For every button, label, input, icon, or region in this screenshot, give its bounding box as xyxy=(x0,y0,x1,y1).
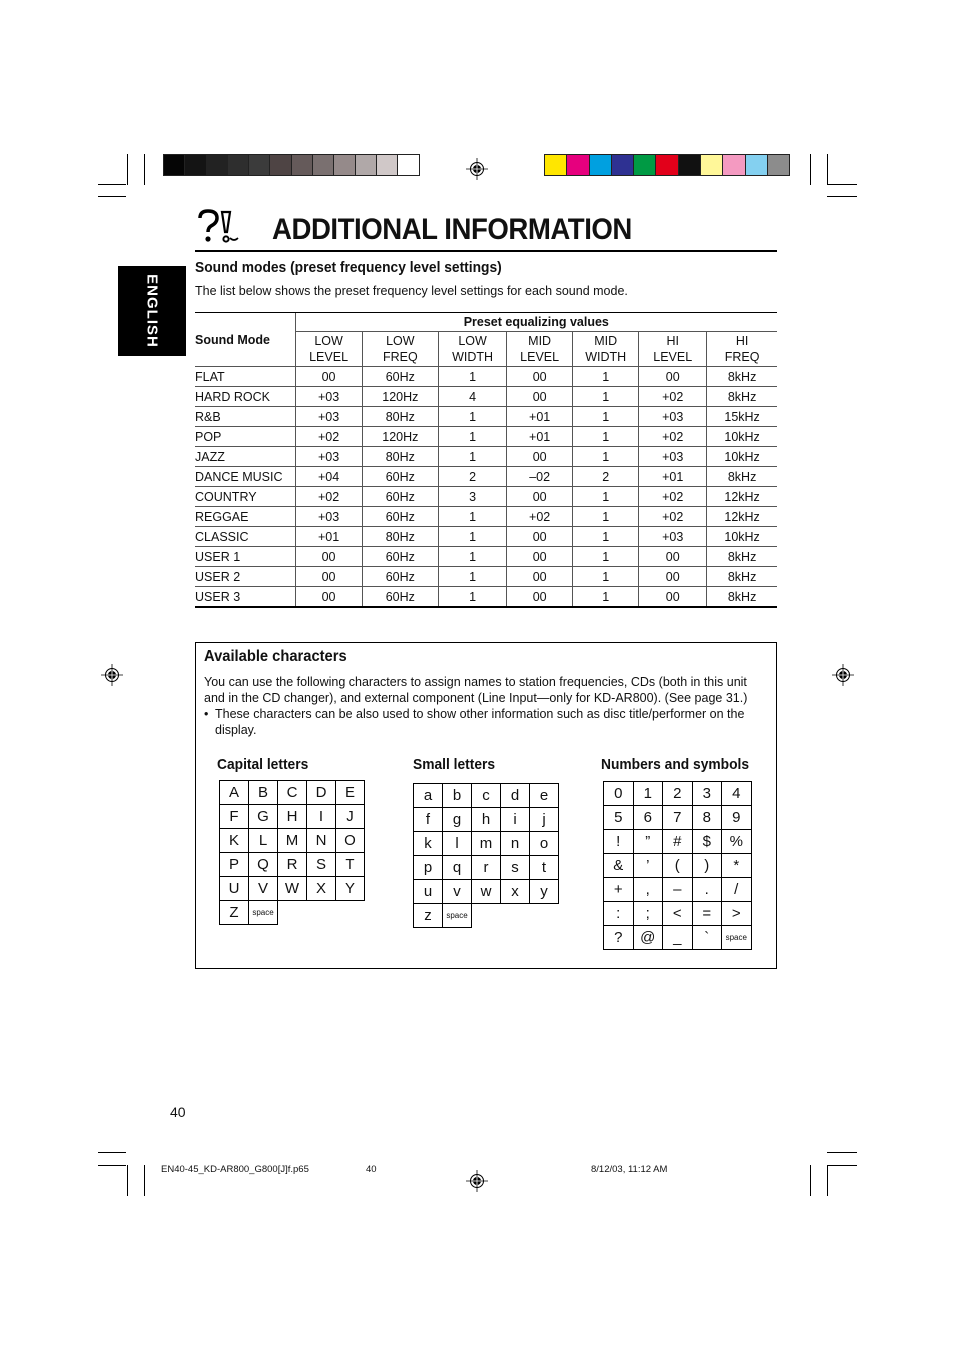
grid-row xyxy=(604,806,752,830)
character-cell: A xyxy=(220,781,249,805)
table-cell: 1 xyxy=(439,427,507,447)
character-cell: x xyxy=(501,880,530,904)
grid-row xyxy=(220,781,365,805)
table-cell: 1 xyxy=(439,367,507,387)
table-row xyxy=(195,387,777,407)
color-swatch xyxy=(678,154,701,176)
table-cell: 00 xyxy=(507,527,573,547)
table-cell: 4 xyxy=(439,387,507,407)
table-cell: 60Hz xyxy=(362,367,439,387)
column-header: MID LEVEL xyxy=(507,332,573,367)
character-cell: ( xyxy=(663,854,693,878)
table-cell: +02 xyxy=(507,507,573,527)
table-cell: 80Hz xyxy=(362,447,439,467)
small-letters-grid xyxy=(413,783,559,928)
character-cell: 5 xyxy=(604,806,634,830)
grid-row xyxy=(414,808,559,832)
language-tab xyxy=(118,266,186,356)
grid-row xyxy=(414,880,559,904)
table-cell: 60Hz xyxy=(362,587,439,608)
empty-cell xyxy=(501,904,530,928)
column-header-line: WIDTH xyxy=(452,350,494,364)
color-swatch xyxy=(376,154,398,176)
table-row xyxy=(195,547,777,567)
character-cell: g xyxy=(443,808,472,832)
character-cell: O xyxy=(336,829,365,853)
color-swatch xyxy=(633,154,656,176)
table-cell: 60Hz xyxy=(362,487,439,507)
grid-row xyxy=(220,901,365,925)
empty-cell xyxy=(336,901,365,925)
character-cell: & xyxy=(604,854,634,878)
sound-mode-name: JAZZ xyxy=(195,447,295,467)
character-cell: F xyxy=(220,805,249,829)
table-cell: 80Hz xyxy=(362,527,439,547)
character-cell: c xyxy=(472,784,501,808)
grid-row xyxy=(604,854,752,878)
table-cell: 00 xyxy=(507,447,573,467)
color-bar xyxy=(544,154,789,176)
grid-row xyxy=(414,784,559,808)
registration-mark-icon xyxy=(466,1170,488,1192)
column-header: HI LEVEL xyxy=(639,332,707,367)
character-cell: w xyxy=(472,880,501,904)
column-header: LOW FREQ xyxy=(362,332,439,367)
empty-cell xyxy=(472,904,501,928)
table-cell: 00 xyxy=(639,567,707,587)
character-cell: 9 xyxy=(722,806,752,830)
character-cell: ; xyxy=(633,902,663,926)
table-cell: 15kHz xyxy=(707,407,777,427)
table-row xyxy=(195,447,777,467)
table-cell: 00 xyxy=(295,567,362,587)
character-cell: ’ xyxy=(633,854,663,878)
color-swatch xyxy=(611,154,634,176)
character-cell: J xyxy=(336,805,365,829)
color-swatch xyxy=(227,154,249,176)
color-swatch xyxy=(163,154,185,176)
character-cell: 2 xyxy=(663,782,693,806)
color-swatch xyxy=(397,154,419,176)
character-cell: U xyxy=(220,877,249,901)
column-header: MID WIDTH xyxy=(573,332,639,367)
table-cell: 8kHz xyxy=(707,387,777,407)
character-cell: s xyxy=(501,856,530,880)
color-swatch xyxy=(248,154,270,176)
empty-cell xyxy=(307,901,336,925)
character-cell: E xyxy=(336,781,365,805)
footer-file: EN40-45_KD-AR800_G800[J]f.p65 xyxy=(161,1164,309,1175)
grid-row xyxy=(604,878,752,902)
grid-row xyxy=(604,926,752,950)
table-cell: 1 xyxy=(573,527,639,547)
preset-eq-table xyxy=(195,312,777,608)
table-cell: +02 xyxy=(295,487,362,507)
table-cell: 1 xyxy=(439,567,507,587)
table-cell: 1 xyxy=(573,547,639,567)
table-cell: 1 xyxy=(573,507,639,527)
table-cell: 2 xyxy=(439,467,507,487)
color-swatch xyxy=(544,154,567,176)
table-cell: 00 xyxy=(507,387,573,407)
table-cell: 8kHz xyxy=(707,467,777,487)
table-cell: 10kHz xyxy=(707,427,777,447)
sound-mode-name: DANCE MUSIC xyxy=(195,467,295,487)
grid-row xyxy=(604,830,752,854)
color-swatch xyxy=(184,154,206,176)
character-cell: f xyxy=(414,808,443,832)
character-cell: ” xyxy=(633,830,663,854)
character-cell: 8 xyxy=(692,806,722,830)
table-cell: 00 xyxy=(639,587,707,608)
grid-row xyxy=(414,832,559,856)
table-cell: +02 xyxy=(639,427,707,447)
character-cell: a xyxy=(414,784,443,808)
table-row xyxy=(195,407,777,427)
character-cell: R xyxy=(278,853,307,877)
character-cell: space xyxy=(443,904,472,928)
sound-mode-name: CLASSIC xyxy=(195,527,295,547)
table-cell: 1 xyxy=(439,587,507,608)
color-swatch xyxy=(655,154,678,176)
character-cell: # xyxy=(663,830,693,854)
color-swatch xyxy=(767,154,790,176)
table-cell: +03 xyxy=(639,407,707,427)
character-cell: @ xyxy=(633,926,663,950)
sound-mode-name: REGGAE xyxy=(195,507,295,527)
character-cell: _ xyxy=(663,926,693,950)
character-cell: . xyxy=(692,878,722,902)
character-cell: e xyxy=(530,784,559,808)
color-swatch xyxy=(333,154,355,176)
character-cell: i xyxy=(501,808,530,832)
table-row xyxy=(195,487,777,507)
character-cell: L xyxy=(249,829,278,853)
character-cell: I xyxy=(307,805,336,829)
column-header: HI FREQ xyxy=(707,332,777,367)
character-cell: ) xyxy=(692,854,722,878)
character-cell: 7 xyxy=(663,806,693,830)
column-header: LOW WIDTH xyxy=(439,332,507,367)
sound-mode-header: Sound Mode xyxy=(195,313,295,367)
numbers-symbols-heading: Numbers and symbols xyxy=(601,756,750,773)
table-cell: 1 xyxy=(573,427,639,447)
character-cell: : xyxy=(604,902,634,926)
table-cell: 1 xyxy=(439,547,507,567)
table-cell: +03 xyxy=(639,527,707,547)
table-cell: 00 xyxy=(507,487,573,507)
color-swatch xyxy=(206,154,228,176)
table-row xyxy=(195,507,777,527)
character-cell: 3 xyxy=(692,782,722,806)
table-cell: 12kHz xyxy=(707,487,777,507)
table-cell: 1 xyxy=(573,567,639,587)
empty-cell xyxy=(278,901,307,925)
table-cell: +03 xyxy=(295,447,362,467)
available-characters-bullet: These characters can be also used to show other information such as disc title/performer on the display. xyxy=(215,707,745,737)
table-cell: +01 xyxy=(295,527,362,547)
table-cell: +02 xyxy=(639,507,707,527)
registration-mark-icon xyxy=(832,664,854,686)
character-cell: > xyxy=(722,902,752,926)
title-rule xyxy=(195,250,777,252)
character-cell: B xyxy=(249,781,278,805)
character-cell: y xyxy=(530,880,559,904)
sound-modes-heading: Sound modes (preset frequency level settings) xyxy=(195,259,502,276)
table-cell: 8kHz xyxy=(707,547,777,567)
table-row xyxy=(195,427,777,447)
table-cell: 00 xyxy=(507,567,573,587)
character-cell: l xyxy=(443,832,472,856)
table-cell: 00 xyxy=(507,367,573,387)
sound-mode-name: FLAT xyxy=(195,367,295,387)
character-cell: H xyxy=(278,805,307,829)
sound-mode-name: HARD ROCK xyxy=(195,387,295,407)
table-cell: 00 xyxy=(639,547,707,567)
table-cell: 10kHz xyxy=(707,447,777,467)
table-cell: 60Hz xyxy=(362,567,439,587)
table-cell: 8kHz xyxy=(707,367,777,387)
table-cell: 1 xyxy=(573,447,639,467)
page-title: ADDITIONAL INFORMATION xyxy=(272,213,632,246)
sound-mode-name: USER 2 xyxy=(195,567,295,587)
table-cell: 00 xyxy=(295,367,362,387)
page-number: 40 xyxy=(170,1104,186,1120)
available-characters-heading: Available characters xyxy=(204,648,347,665)
color-swatch xyxy=(700,154,723,176)
character-cell: Z xyxy=(220,901,249,925)
sound-modes-intro: The list below shows the preset frequency level settings for each sound mode. xyxy=(195,284,628,298)
character-cell: V xyxy=(249,877,278,901)
color-swatch xyxy=(745,154,768,176)
table-cell: +04 xyxy=(295,467,362,487)
column-header-line: LEVEL xyxy=(309,350,349,364)
bullet-mark: • xyxy=(204,707,209,721)
color-swatch xyxy=(722,154,745,176)
sound-mode-name: R&B xyxy=(195,407,295,427)
column-header-line: LEVEL xyxy=(653,350,693,364)
table-cell: +02 xyxy=(639,387,707,407)
character-cell: , xyxy=(633,878,663,902)
small-letters-heading: Small letters xyxy=(413,756,496,773)
character-cell: u xyxy=(414,880,443,904)
grid-row xyxy=(220,805,365,829)
empty-cell xyxy=(530,904,559,928)
available-characters-text: You can use the following characters to assign names to station frequencies, CDs (both in this unit and in the CD changer), and external component (Line Input—only for KD-AR800). (See page 31.) xyxy=(204,675,748,705)
sound-mode-name: COUNTRY xyxy=(195,487,295,507)
character-cell: M xyxy=(278,829,307,853)
footer-date: 8/12/03, 11:12 AM xyxy=(591,1164,668,1175)
character-cell: q xyxy=(443,856,472,880)
table-cell: 60Hz xyxy=(362,547,439,567)
character-cell: P xyxy=(220,853,249,877)
capital-letters-heading: Capital letters xyxy=(217,756,309,773)
character-cell: d xyxy=(501,784,530,808)
table-cell: +03 xyxy=(295,507,362,527)
registration-mark-icon xyxy=(101,664,123,686)
color-swatch xyxy=(269,154,291,176)
grid-row xyxy=(414,904,559,928)
character-cell: – xyxy=(663,878,693,902)
table-cell: 1 xyxy=(573,407,639,427)
table-row xyxy=(195,527,777,547)
character-cell: space xyxy=(249,901,278,925)
character-cell: 4 xyxy=(722,782,752,806)
grid-row xyxy=(414,856,559,880)
table-cell: 00 xyxy=(507,547,573,567)
character-cell: z xyxy=(414,904,443,928)
table-row xyxy=(195,467,777,487)
color-swatch xyxy=(291,154,313,176)
sound-mode-name: USER 1 xyxy=(195,547,295,567)
table-cell: +03 xyxy=(295,407,362,427)
table-cell: 10kHz xyxy=(707,527,777,547)
character-cell: b xyxy=(443,784,472,808)
character-cell: n xyxy=(501,832,530,856)
table-cell: 1 xyxy=(573,587,639,608)
character-cell: ! xyxy=(604,830,634,854)
character-cell: $ xyxy=(692,830,722,854)
character-cell: 6 xyxy=(633,806,663,830)
table-cell: –02 xyxy=(507,467,573,487)
table-row xyxy=(195,567,777,587)
capital-letters-grid xyxy=(219,780,365,925)
character-cell: < xyxy=(663,902,693,926)
table-cell: 8kHz xyxy=(707,587,777,608)
character-cell: k xyxy=(414,832,443,856)
character-cell: v xyxy=(443,880,472,904)
character-cell: Y xyxy=(336,877,365,901)
table-cell: 1 xyxy=(439,407,507,427)
language-label: ENGLISH xyxy=(143,274,161,348)
grid-row xyxy=(220,853,365,877)
color-swatch xyxy=(355,154,377,176)
table-cell: +02 xyxy=(295,427,362,447)
table-cell: 1 xyxy=(573,487,639,507)
character-cell: p xyxy=(414,856,443,880)
table-cell: 120Hz xyxy=(362,427,439,447)
table-cell: 1 xyxy=(573,367,639,387)
color-swatch xyxy=(312,154,334,176)
column-header: LOW LEVEL xyxy=(295,332,362,367)
character-cell: C xyxy=(278,781,307,805)
table-cell: +01 xyxy=(639,467,707,487)
character-cell: m xyxy=(472,832,501,856)
character-cell: 0 xyxy=(604,782,634,806)
table-cell: 1 xyxy=(439,447,507,467)
character-cell: % xyxy=(722,830,752,854)
character-cell: 1 xyxy=(633,782,663,806)
sound-mode-name: POP xyxy=(195,427,295,447)
column-header-line: FREQ xyxy=(724,350,760,364)
character-cell: N xyxy=(307,829,336,853)
character-cell: j xyxy=(530,808,559,832)
table-cell: 2 xyxy=(573,467,639,487)
table-cell: 00 xyxy=(639,367,707,387)
question-exclamation-icon xyxy=(196,208,242,244)
table-cell: 1 xyxy=(439,527,507,547)
table-cell: 1 xyxy=(439,507,507,527)
table-cell: 60Hz xyxy=(362,507,439,527)
character-cell: ` xyxy=(692,926,722,950)
grid-row xyxy=(604,782,752,806)
column-header-line: WIDTH xyxy=(585,350,627,364)
color-swatch xyxy=(566,154,589,176)
table-row xyxy=(195,367,777,387)
sound-mode-name: USER 3 xyxy=(195,587,295,608)
table-cell: +03 xyxy=(639,447,707,467)
character-cell: X xyxy=(307,877,336,901)
table-cell: 12kHz xyxy=(707,507,777,527)
table-cell: 00 xyxy=(295,587,362,608)
grid-row xyxy=(220,877,365,901)
character-cell: = xyxy=(692,902,722,926)
preset-values-header: Preset equalizing values xyxy=(295,313,777,332)
table-cell: +01 xyxy=(507,407,573,427)
character-cell: t xyxy=(530,856,559,880)
available-characters-box xyxy=(195,642,777,969)
character-cell: S xyxy=(307,853,336,877)
character-cell: space xyxy=(722,926,752,950)
table-cell: 80Hz xyxy=(362,407,439,427)
table-row xyxy=(195,587,777,608)
character-cell: K xyxy=(220,829,249,853)
color-swatch xyxy=(589,154,612,176)
character-cell: o xyxy=(530,832,559,856)
character-cell: D xyxy=(307,781,336,805)
column-header-line: LEVEL xyxy=(520,350,560,364)
character-cell: W xyxy=(278,877,307,901)
character-cell: * xyxy=(722,854,752,878)
registration-mark-icon xyxy=(466,158,488,180)
footer-page: 40 xyxy=(366,1164,377,1175)
character-cell: h xyxy=(472,808,501,832)
table-cell: +01 xyxy=(507,427,573,447)
numbers-symbols-grid xyxy=(603,781,752,950)
grid-row xyxy=(604,902,752,926)
table-cell: +03 xyxy=(295,387,362,407)
table-cell: 120Hz xyxy=(362,387,439,407)
table-cell: 8kHz xyxy=(707,567,777,587)
table-cell: 1 xyxy=(573,387,639,407)
character-cell: Q xyxy=(249,853,278,877)
character-cell: + xyxy=(604,878,634,902)
character-cell: T xyxy=(336,853,365,877)
grayscale-bar xyxy=(163,154,419,176)
grid-row xyxy=(220,829,365,853)
table-cell: 3 xyxy=(439,487,507,507)
character-cell: G xyxy=(249,805,278,829)
table-cell: 60Hz xyxy=(362,467,439,487)
character-cell: ? xyxy=(604,926,634,950)
table-cell: 00 xyxy=(295,547,362,567)
character-cell: r xyxy=(472,856,501,880)
character-cell: / xyxy=(722,878,752,902)
table-cell: +02 xyxy=(639,487,707,507)
table-cell: 00 xyxy=(507,587,573,608)
column-header-line: FREQ xyxy=(382,350,418,364)
